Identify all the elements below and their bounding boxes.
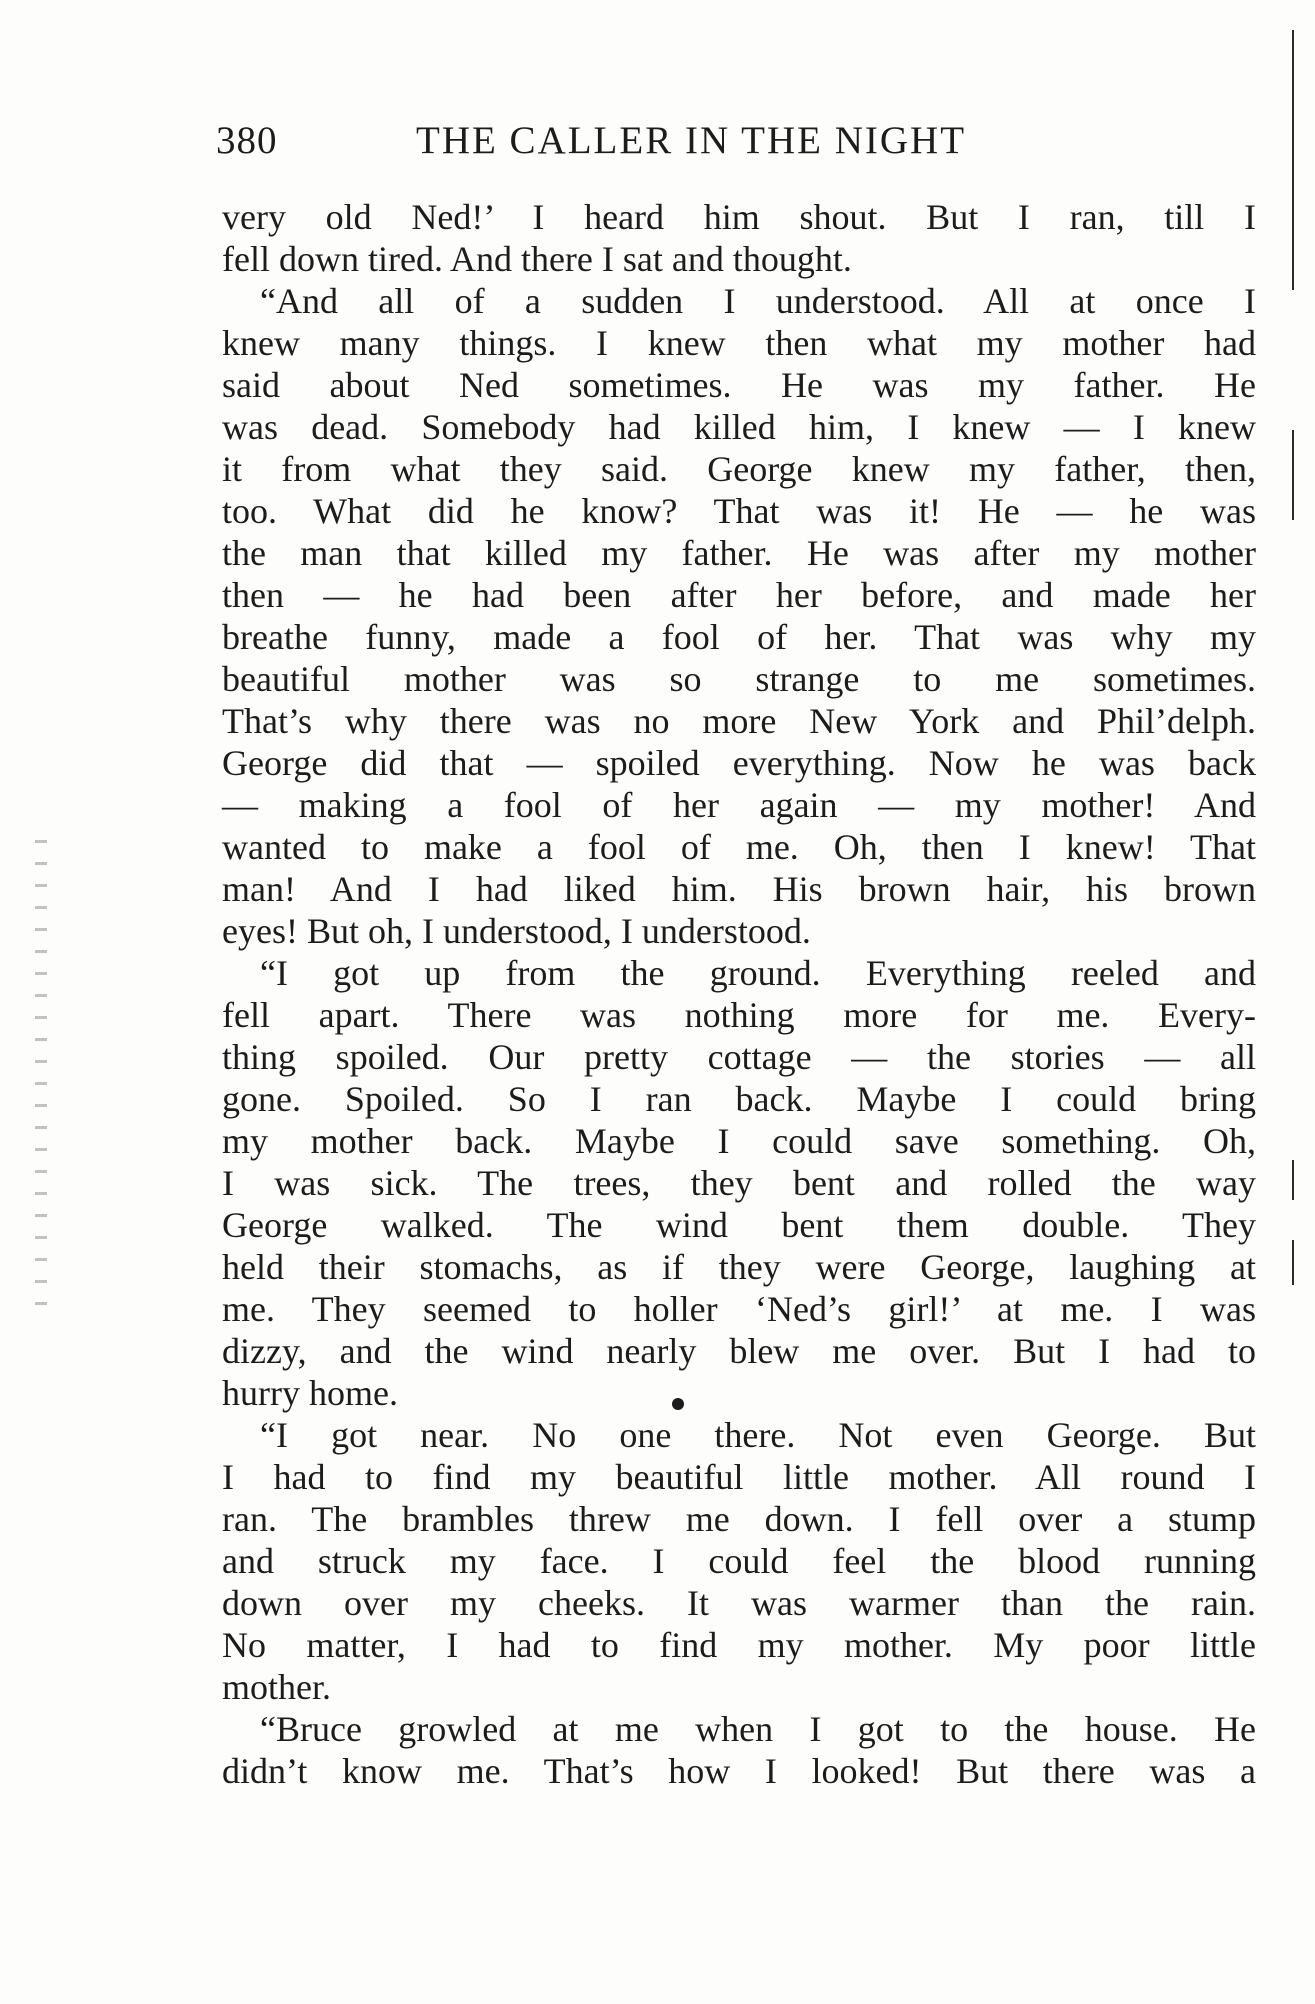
text-line: down over my cheeks. It was warmer than the rain.	[222, 1583, 1256, 1623]
text-line: then — he had been after her before, and made her	[222, 575, 1256, 615]
text-line: my mother back. Maybe I could save something. Oh,	[222, 1121, 1256, 1161]
margin-rule-bottom	[1292, 1240, 1294, 1285]
text-line: ran. The brambles threw me down. I fell over a stump	[222, 1499, 1256, 1539]
text-line: I had to find my beautiful little mother. All round I	[222, 1457, 1256, 1497]
text-line: held their stomachs, as if they were George, laughing at	[222, 1247, 1256, 1287]
page-header	[216, 118, 1096, 166]
text-line: man! And I had liked him. His brown hair, his brown	[222, 869, 1256, 909]
ink-spot	[672, 1398, 684, 1410]
text-line: the man that killed my father. He was after my mother	[222, 533, 1256, 573]
margin-rule-low	[1292, 1160, 1294, 1200]
text-line: “Bruce growled at me when I got to the house. He	[260, 1709, 1256, 1749]
text-line: thing spoiled. Our pretty cottage — the stories — all	[222, 1037, 1256, 1077]
text-line: fell down tired. And there I sat and thought.	[222, 239, 852, 279]
text-line: was dead. Somebody had killed him, I knew — I knew	[222, 407, 1256, 447]
text-line: too. What did he know? That was it! He — he was	[222, 491, 1256, 531]
margin-rule-mid	[1292, 430, 1294, 520]
page-number: 380	[216, 119, 278, 162]
text-line: “I got up from the ground. Everything reeled and	[260, 953, 1256, 993]
text-line: mother.	[222, 1667, 331, 1707]
text-line: it from what they said. George knew my father, then,	[222, 449, 1256, 489]
text-line: “And all of a sudden I understood. All at once I	[260, 281, 1256, 321]
text-line: and struck my face. I could feel the blood running	[222, 1541, 1256, 1581]
text-line: eyes! But oh, I understood, I understood.	[222, 911, 811, 951]
margin-rule-top	[1292, 30, 1294, 290]
text-line: No matter, I had to find my mother. My poor little	[222, 1625, 1256, 1665]
text-line: hurry home.	[222, 1373, 398, 1413]
text-line: That’s why there was no more New York and Phil’delph.	[222, 701, 1256, 741]
text-line: gone. Spoiled. So I ran back. Maybe I could bring	[222, 1079, 1256, 1119]
text-line: I was sick. The trees, they bent and rolled the way	[222, 1163, 1256, 1203]
text-line: George walked. The wind bent them double. They	[222, 1205, 1256, 1245]
text-line: me. They seemed to holler ‘Ned’s girl!’ at me. I was	[222, 1289, 1256, 1329]
text-line: very old Ned!’ I heard him shout. But I ran, till I	[222, 197, 1256, 237]
body-text	[222, 196, 1256, 1792]
text-line: George did that — spoiled everything. Now he was back	[222, 743, 1256, 783]
text-line: — making a fool of her again — my mother! And	[222, 785, 1256, 825]
text-line: dizzy, and the wind nearly blew me over. But I had to	[222, 1331, 1256, 1371]
text-line: beautiful mother was so strange to me sometimes.	[222, 659, 1256, 699]
text-line: said about Ned sometimes. He was my father. He	[222, 365, 1256, 405]
text-line: didn’t know me. That’s how I looked! But there was a	[222, 1751, 1256, 1791]
text-line: fell apart. There was nothing more for me. Every-	[222, 995, 1256, 1035]
running-title: THE CALLER IN THE NIGHT	[416, 119, 967, 162]
text-line: knew many things. I knew then what my mother had	[222, 323, 1256, 363]
text-line: wanted to make a fool of me. Oh, then I knew! That	[222, 827, 1256, 867]
text-line: “I got near. No one there. Not even George. But	[260, 1415, 1256, 1455]
scan-specks	[35, 840, 47, 1320]
text-line: breathe funny, made a fool of her. That was why my	[222, 617, 1256, 657]
